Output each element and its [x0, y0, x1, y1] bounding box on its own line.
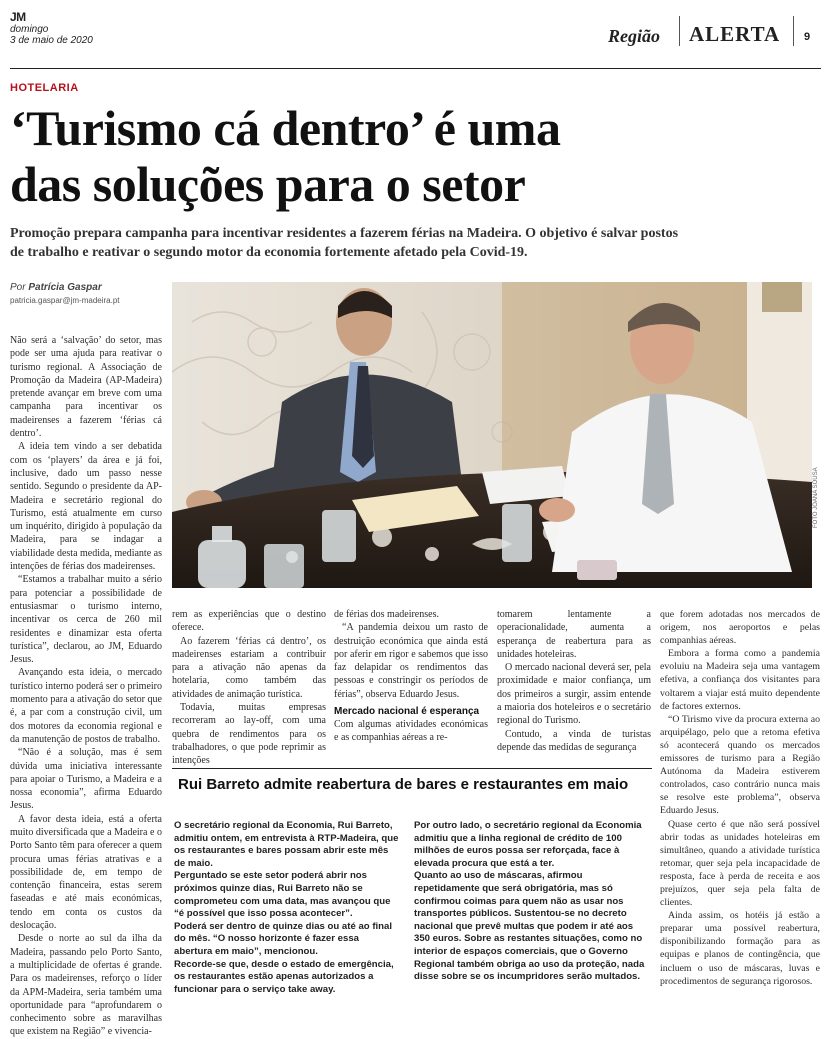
paragraph: Ainda assim, os hotéis já estão a preparar uma possível reabertura, disponibilizando formação para as equipas e planos de contingência, que incluem o uso de máscaras, luvas e procedimentos de segurança rigorosos.	[660, 910, 820, 987]
sidebar-title: Rui Barreto admite reabertura de bares e restaurantes em maio	[178, 776, 629, 793]
paragraph: “Estamos a trabalhar muito a sério para potenciar a possibilidade de entusiasmar o turismo interno, incentivar os cerca de 260 mil residentes e dinamizar esta oferta turística”, declarou, ao JM, Eduardo Jesus.	[10, 574, 162, 666]
paragraph: Ao fazerem ‘férias cá dentro’, os madeirenses estariam a contribuir para a ativação não apenas da hotelaria, como também das atividades de animação turística.	[172, 635, 326, 700]
author-email: patricia.gaspar@jm-madeira.pt	[10, 296, 120, 305]
issue-date	[10, 24, 93, 46]
article-photo	[172, 282, 812, 588]
paragraph: Perguntado se este setor poderá abrir nos próximos quinze dias, Rui Barreto não se comprometeu com uma data, mas avançou que “é possível que isso possa acontecer”.	[174, 870, 391, 920]
paragraph: Por outro lado, o secretário regional da Economia admitiu que a linha regional de crédito de 100 milhões de euros possa ser reforçada, face à elevada procura que está a ter.	[414, 820, 642, 869]
article-kicker: HOTELARIA	[10, 82, 79, 94]
sidebar-column-2	[414, 820, 646, 984]
photo-credit: FOTO JOANA SOUSA	[813, 467, 819, 528]
paragraph: “A pandemia deixou um rasto de destruição económica que ainda está por aferir em rigor e sabemos que isso faz delapidar os rendimentos das pessoas e constringir os períodos de férias”, observa Eduardo Jesus.	[334, 622, 488, 700]
paragraph: Desde o norte ao sul da ilha da Madeira, passando pelo Porto Santo, a multiplicidade de ofertas é grande. Para os madeirenses, reforço o líder da APM-Madeira, seria também uma oportunidade para “aprofundarem o conhecimento sobre as maravilhas que existem na Região” e vivencia-	[10, 933, 162, 1038]
sidebar-box	[172, 768, 652, 1000]
article-column-3	[334, 608, 488, 745]
headline-line: ‘Turismo cá dentro’ é uma	[10, 100, 561, 156]
subheading: Mercado nacional é esperança	[334, 706, 480, 718]
header-divider	[793, 16, 794, 46]
issue-date-text: 3 de maio de 2020	[10, 35, 93, 46]
paragraph: tomarem lentamente a operacionalidade, aumenta a esperança de reabertura para as unidades hoteleiras.	[497, 609, 651, 660]
paragraph: Quanto ao uso de máscaras, afirmou repetidamente que será obrigatória, mas só confirmou coimas para quem não as usar nos transportes públicos. Sustentou-se no decreto nacional que prevê multas que podem ir até aos 350 euros. Sobre as restantes situações, como no interior de espaços comerciais, que o Governo Regional também obriga ao uso da proteção, nada disse sobre se os incumpridores serão multados.	[414, 870, 645, 983]
paragraph: Não será a ‘salvação’ do setor, mas pode ser uma ajuda para reativar o turismo regional. A Associação de Promoção da Madeira (AP-Madeira) pretende avançar em breve com uma campanha para incentivar os madeirenses a fazerem ‘férias cá dentro’.	[10, 335, 162, 440]
newspaper-logo: JM	[10, 10, 26, 24]
article-column-5	[660, 608, 820, 988]
section-name: Região	[608, 26, 660, 46]
article-column-4	[497, 608, 651, 754]
lead-line: de trabalho e reativar o segundo motor da economia fortemente afetado pela Covid-19.	[10, 245, 528, 260]
paragraph: Poderá ser dentro de quinze dias ou até ao final do mês. “O nosso horizonte é fazer essa abertura em maio”, mencionou.	[174, 920, 393, 957]
page-number: 9	[804, 31, 811, 43]
article-column-2	[172, 608, 326, 768]
paragraph: Todavia, muitas empresas recorreram ao lay-off, com uma quebra de rendimentos para os trabalhadores, o que pode reprimir as intenções	[172, 702, 326, 767]
article-column-1	[10, 334, 162, 1039]
paragraph: Avançando esta ideia, o mercado turístico interno poderá ser o primeiro momento para a ativação do setor que é, a par com a construção civil, um dos motores da economia regional e da manutenção de postos de trabalho.	[10, 667, 162, 745]
header-divider	[679, 16, 680, 46]
paragraph: Com algumas atividades económicas e as companhias aéreas a re-	[334, 719, 488, 744]
paragraph: rem as experiências que o destino oferece.	[172, 609, 326, 634]
sidebar-rule	[172, 768, 652, 769]
paragraph: de férias dos madeirenses.	[334, 609, 439, 620]
issue-day: domingo	[10, 24, 49, 35]
article-lead	[10, 224, 821, 262]
headline-line: das soluções para o setor	[10, 156, 526, 212]
paragraph: “O Tirismo vive da procura externa ao arquipélago, pelo que a retoma efetiva só acontecerá quando os mercados emissores de turismo para a Região Autónoma da Madeira estiverem controlados, caso contrário nunca mais se resolve este problema”, observa Eduardo Jesus.	[660, 713, 820, 817]
byline-prefix: Por	[10, 282, 26, 293]
byline	[10, 282, 102, 293]
paragraph: Quase certo é que não será possível abrir todas as unidades hoteleiras em simultâneo, quando a atividade turística retomar, quer seja pela incapacidade de resposta, face à perda de receita e aos prejuízos, quer seja pela falta de clientes.	[660, 818, 820, 909]
paragraph: O mercado nacional deverá ser, pela proximidade e maior confiança, um dos primeiros a surgir, assim entende a maioria dos hoteleiros e o secretário regional do Turismo.	[497, 662, 651, 727]
header-rule	[10, 68, 821, 69]
meeting-photo-illustration	[172, 282, 812, 588]
paragraph: O secretário regional da Economia, Rui Barreto, admitiu ontem, em entrevista à RTP-Madeira, que os restaurantes e bares possam abrir este mês de maio.	[174, 820, 399, 869]
section-banner: ALERTA	[689, 22, 781, 46]
paragraph: A favor desta ideia, está a oferta muito diversificada que a Madeira e o Porto Santo têm para oferecer a quem procura umas férias atrativas e a possibilidade de, em tempo de contenção financeira, estas serem faseadas e até mais económicas, tendo em conta os custos da deslocação.	[10, 813, 162, 932]
paragraph: Embora a forma como a pandemia evoluiu na Madeira seja uma vantagem efetiva, a confiança dos visitantes para voltarem a viajar está muito dependente de factores externos.	[660, 648, 820, 712]
article-headline	[10, 100, 830, 212]
paragraph: “Não é a solução, mas é sem dúvida uma iniciativa interessante para apoiar o Turismo, a Madeira e a nossa economia”, afirma Eduardo Jesus.	[10, 747, 162, 812]
lead-line: Promoção prepara campanha para incentivar residentes a fazerem férias na Madeira. O objetivo é salvar postos	[10, 226, 679, 241]
paragraph: Recorde-se que, desde o estado de emergência, os restaurantes estão apenas autorizados a funcionar para o serviço take away.	[174, 958, 394, 995]
sidebar-column-1	[174, 820, 400, 996]
paragraph: que forem adotadas nos mercados de origem, nos aeroportos e pelas companhias aéreas.	[660, 609, 820, 647]
page-header	[0, 0, 831, 60]
byline-author: Patrícia Gaspar	[28, 282, 102, 293]
paragraph: A ideia tem vindo a ser debatida com os ‘players’ da área e já foi, inclusive, dado um passo nesse sentido. Segundo o presidente da AP-Madeira e secretário regional do Turismo, está atualmente em curso um inquérito, dirigido à população da Madeira, para se indagar a viabilidade desta medida, mediante as intenções de férias dos madeirenses.	[10, 441, 162, 573]
paragraph: Contudo, a vinda de turistas depende das medidas de segurança	[497, 728, 651, 753]
